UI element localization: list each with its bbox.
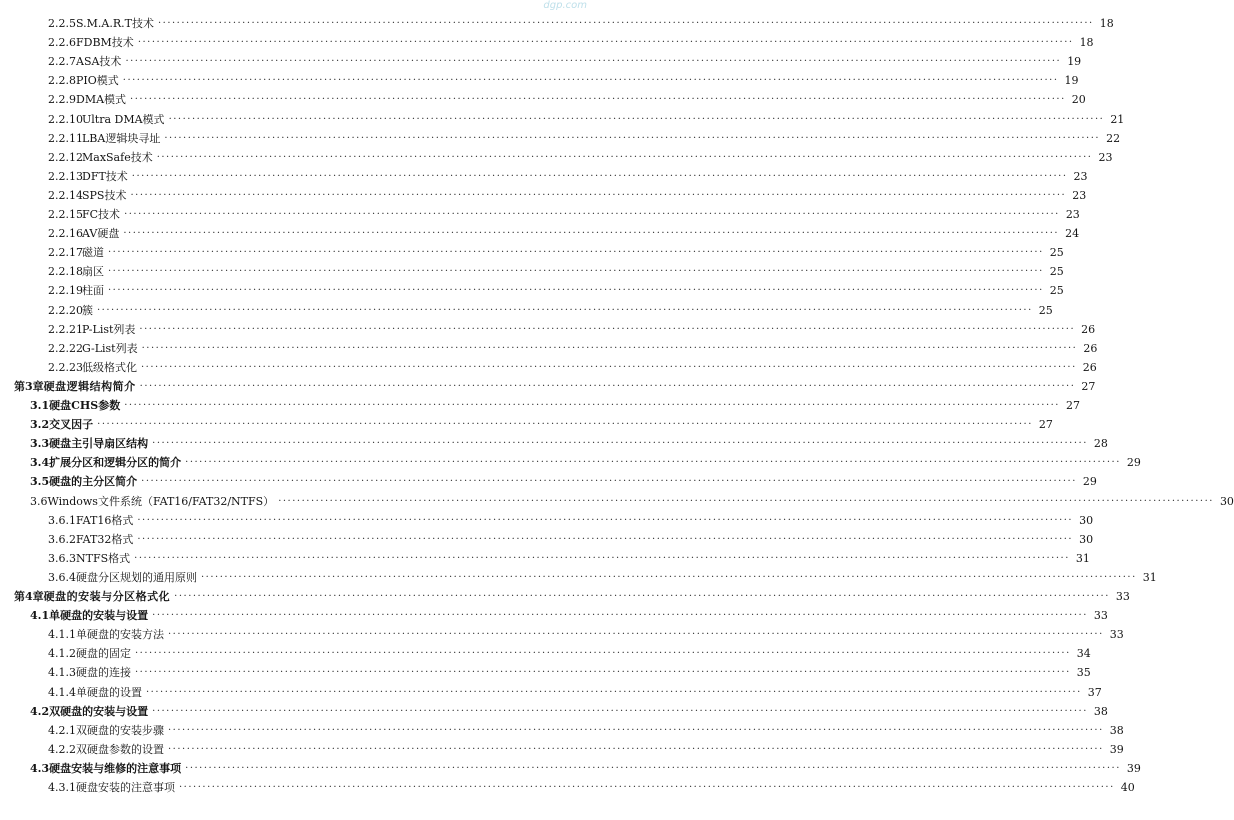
leader-dots: ········································································································································································································ (141, 361, 1077, 373)
page-number: 23 (1072, 188, 1087, 202)
subsection-entry (48, 205, 1080, 224)
entry-number: 2.2.18 (48, 265, 83, 279)
section-entry (30, 702, 1108, 721)
entry-number: 4.3.1 (48, 781, 76, 794)
entry-title: MaxSafe技术 (82, 150, 153, 164)
leader-dots: ········································································································································································································ (130, 94, 1066, 106)
leader-dots: ········································································································································································································ (137, 514, 1074, 526)
subsection-entry (48, 358, 1097, 377)
leader-dots: ········································································································································································································ (108, 285, 1044, 297)
entry-title: Ultra DMA模式 (82, 112, 165, 126)
leader-dots: ········································································································································································································ (157, 18, 1094, 29)
entry-title: LBA逻辑块寻址 (82, 131, 161, 145)
subsection-entry (48, 186, 1087, 205)
entry-number: 4.2.2 (48, 742, 76, 756)
entry-number: 2.2.20 (48, 303, 83, 317)
leader-dots: ········································································································································································································ (122, 75, 1059, 87)
subsection-entry (48, 262, 1064, 281)
page-number: 33 (1115, 590, 1130, 603)
subsection-entry (48, 339, 1098, 358)
entry-number: 2.2.8 (48, 74, 76, 88)
page-number: 38 (1093, 704, 1108, 718)
entry-title: FAT32格式 (76, 532, 134, 546)
entry-title: 硬盘逻辑结构简介 (43, 379, 136, 393)
entry-title: AV硬盘 (82, 227, 120, 241)
leader-dots: ········································································································································································································ (168, 629, 1104, 641)
page-number: 33 (1109, 628, 1124, 642)
page-number: 34 (1076, 647, 1091, 661)
entry-number: 2.2.21 (48, 322, 83, 336)
subsection-entry (48, 243, 1064, 262)
section-entry (30, 396, 1080, 415)
entry-title: PIO模式 (76, 74, 119, 88)
leader-dots: ········································································································································································································ (174, 591, 1110, 602)
entry-number: 2.2.9 (48, 93, 76, 107)
entry-number: 3.6.2 (48, 532, 76, 546)
entry-title: FC技术 (82, 208, 121, 221)
entry-number: 3.3 (30, 437, 50, 451)
page-number: 31 (1075, 551, 1090, 565)
section-entry (30, 759, 1141, 778)
page-number: 25 (1049, 284, 1064, 298)
subsection-entry (48, 301, 1053, 320)
entry-number: 2.2.7 (48, 55, 76, 69)
page-number: 24 (1065, 227, 1080, 241)
entry-title: 硬盘的连接 (76, 666, 131, 680)
page-number: 29 (1082, 475, 1097, 489)
page-number: 20 (1071, 93, 1086, 107)
entry-title: 单硬盘的安装方法 (76, 628, 164, 642)
page-number: 26 (1083, 341, 1098, 355)
entry-number: 3.6 (30, 494, 48, 508)
entry-number: 4.3 (30, 761, 50, 775)
subsection-entry (48, 683, 1102, 702)
page-number: 26 (1082, 360, 1097, 374)
subsection-entry (48, 52, 1082, 71)
subsection-entry (48, 625, 1124, 644)
subsection-entry (48, 224, 1080, 243)
subsection-entry (48, 740, 1124, 759)
entry-number: 2.2.14 (48, 188, 83, 202)
entry-number: 4.1.3 (48, 666, 76, 680)
entry-number: 2.2.17 (48, 246, 83, 260)
subsection-entry (48, 568, 1157, 587)
entry-title: 硬盘主引导扇区结构 (49, 437, 149, 451)
entry-title: 硬盘安装的注意事项 (76, 781, 175, 794)
entry-title: S.M.A.R.T技术 (76, 17, 154, 30)
leader-dots: ········································································································································································································ (141, 476, 1077, 488)
page-number: 33 (1093, 609, 1108, 623)
leader-dots: ········································································································································································································ (139, 380, 1076, 392)
page-number: 29 (1126, 456, 1141, 470)
leader-dots: ········································································································································································································ (130, 189, 1067, 201)
entry-title: P-List列表 (82, 322, 136, 336)
entry-title: 双硬盘的安装步骤 (76, 723, 164, 737)
entry-title: SPS技术 (82, 188, 127, 202)
chapter-entry (14, 377, 1096, 396)
leader-dots: ········································································································································································································ (135, 648, 1071, 660)
page-number: 30 (1079, 513, 1094, 527)
entry-number: 2.2.16 (48, 227, 83, 241)
entry-number: 3.6.1 (48, 513, 76, 527)
leader-dots: ········································································································································································································ (146, 686, 1082, 698)
leader-dots: ········································································································································································································ (125, 56, 1062, 68)
entry-title: 硬盘的安装与分区格式化 (43, 590, 171, 603)
entry-number: 4.1.4 (48, 685, 76, 699)
entry-number: 3.2 (30, 418, 50, 432)
entry-title: 硬盘安装与维修的注意事项 (49, 761, 182, 775)
leader-dots: ········································································································································································································ (185, 762, 1121, 774)
leader-dots: ········································································································································································································ (97, 304, 1033, 316)
page-number: 19 (1067, 55, 1082, 69)
page-number: 27 (1065, 399, 1080, 412)
subsection-entry (48, 90, 1086, 109)
entry-number: 2.2.15 (48, 208, 83, 221)
leader-dots: ········································································································································································································ (152, 705, 1088, 717)
subsection-entry (48, 110, 1125, 129)
leader-dots: ········································································································································································································ (108, 247, 1044, 259)
page-number: 39 (1126, 761, 1141, 775)
entry-number: 2.2.6 (48, 36, 76, 50)
leader-dots: ········································································································································································································ (152, 438, 1088, 450)
page-number: 27 (1081, 379, 1096, 393)
page-number: 19 (1064, 74, 1079, 88)
entry-title: 低级格式化 (82, 360, 137, 374)
leader-dots: ········································································································································································································ (201, 571, 1137, 583)
subsection-entry (48, 167, 1088, 186)
subsection-entry (48, 71, 1079, 90)
subsection-entry (48, 14, 1114, 33)
leader-dots: ········································································································································································································ (137, 37, 1074, 49)
entry-number: 第4章 (14, 590, 44, 603)
subsection-entry (48, 148, 1113, 167)
subsection-entry (48, 511, 1094, 530)
page-number: 30 (1079, 532, 1094, 546)
subsection-entry (48, 33, 1094, 52)
page-number: 38 (1109, 723, 1124, 737)
entry-number: 4.2 (30, 704, 50, 718)
page-number: 18 (1079, 36, 1094, 50)
subsection-entry (48, 644, 1091, 663)
entry-number: 2.2.13 (48, 169, 83, 183)
page-number: 18 (1099, 17, 1114, 30)
leader-dots: ········································································································································································································ (123, 228, 1060, 240)
page-number: 31 (1142, 570, 1157, 584)
entry-number: 3.6.4 (48, 570, 76, 584)
leader-dots: ········································································································································································································ (156, 151, 1093, 163)
entry-number: 3.1 (30, 399, 50, 412)
entry-number: 2.2.19 (48, 284, 83, 298)
entry-title: DMA模式 (76, 93, 127, 107)
entry-title: 簇 (82, 303, 93, 317)
leader-dots: ········································································································································································································ (124, 209, 1060, 220)
leader-dots: ········································································································································································································ (108, 266, 1044, 278)
entry-number: 2.2.12 (48, 150, 83, 164)
entry-title: 硬盘分区规划的通用原则 (76, 570, 197, 584)
entry-title: 双硬盘参数的设置 (76, 742, 164, 756)
leader-dots: ········································································································································································································ (179, 782, 1115, 793)
entry-number: 4.1.1 (48, 628, 76, 642)
page-number: 37 (1087, 685, 1102, 699)
page-number: 21 (1110, 112, 1125, 126)
entry-title: 柱面 (82, 284, 104, 298)
entry-title: 硬盘的主分区简介 (49, 475, 138, 489)
entry-number: 4.1 (30, 609, 50, 623)
page-number: 25 (1049, 246, 1064, 260)
leader-dots: ········································································································································································································ (131, 170, 1068, 182)
entry-number: 2.2.23 (48, 360, 83, 374)
leader-dots: ········································································································································································································ (124, 400, 1060, 411)
section-entry (30, 606, 1108, 625)
subsection-entry (48, 663, 1091, 682)
section-entry (30, 415, 1053, 434)
page-number: 27 (1038, 418, 1053, 432)
chapter-entry (14, 587, 1130, 606)
entry-title: 交叉因子 (49, 418, 94, 432)
page-number: 28 (1093, 437, 1108, 451)
entry-title: 硬盘CHS参数 (49, 399, 121, 412)
page-number: 40 (1120, 781, 1135, 794)
leader-dots: ········································································································································································································ (168, 743, 1104, 755)
leader-dots: ········································································································································································································ (134, 552, 1070, 564)
subsection-entry (48, 320, 1096, 339)
entry-title: 磁道 (82, 246, 104, 260)
entry-number: 4.1.2 (48, 647, 76, 661)
page-number: 23 (1073, 169, 1088, 183)
watermark: dgp.com (543, 0, 587, 11)
section-entry (30, 434, 1108, 453)
entry-title: FDBM技术 (76, 36, 134, 50)
entry-title: 扇区 (82, 265, 104, 279)
leader-dots: ········································································································································································································ (168, 724, 1104, 736)
entry-title: DFT技术 (82, 169, 128, 183)
section-entry (30, 472, 1097, 491)
entry-title: 扩展分区和逻辑分区的简介 (49, 456, 182, 470)
page-number: 22 (1106, 131, 1121, 145)
page-number: 30 (1219, 494, 1234, 508)
entry-number: 2.2.10 (48, 112, 83, 126)
leader-dots: ········································································································································································································ (137, 533, 1074, 545)
leader-dots: ········································································································································································································ (135, 667, 1071, 679)
entry-number: 2.2.11 (48, 131, 83, 145)
entry-number: 3.4 (30, 456, 50, 470)
entry-title: ASA技术 (76, 55, 122, 69)
leader-dots: ········································································································································································································ (152, 610, 1088, 622)
page-number: 25 (1038, 303, 1053, 317)
section-entry (30, 453, 1141, 472)
leader-dots: ········································································································································································································ (141, 342, 1078, 354)
subsection-entry (48, 129, 1121, 148)
leader-dots: ········································································································································································································ (278, 495, 1214, 507)
entry-title: 双硬盘的安装与设置 (49, 704, 149, 718)
entry-number: 3.5 (30, 475, 50, 489)
subsection-entry (48, 778, 1135, 797)
entry-title: 单硬盘的设置 (76, 685, 142, 699)
page-number: 35 (1076, 666, 1091, 680)
leader-dots: ········································································································································································································ (168, 113, 1105, 125)
subsection-entry (48, 530, 1094, 549)
entry-number: 3.6.3 (48, 551, 76, 565)
subsection-entry (48, 281, 1064, 300)
subsection-entry (48, 549, 1090, 568)
page-number: 23 (1098, 150, 1113, 164)
entry-title: NTFS格式 (76, 551, 131, 565)
subsection-entry (48, 721, 1124, 740)
leader-dots: ········································································································································································································ (164, 132, 1101, 144)
entry-title: Windows文件系统（FAT16/FAT32/NTFS） (47, 494, 275, 508)
entry-title: G-List列表 (82, 341, 138, 355)
section-entry (30, 492, 1234, 511)
entry-number: 2.2.5 (48, 17, 76, 30)
entry-title: 硬盘的固定 (76, 647, 131, 661)
entry-title: 单硬盘的安装与设置 (49, 609, 149, 623)
page-number: 26 (1081, 322, 1096, 336)
entry-number: 第3章 (14, 379, 44, 393)
entry-title: FAT16格式 (76, 513, 134, 527)
entry-number: 4.2.1 (48, 723, 76, 737)
page-number: 25 (1049, 265, 1064, 279)
leader-dots: ········································································································································································································ (185, 457, 1121, 469)
leader-dots: ········································································································································································································ (139, 323, 1076, 335)
leader-dots: ········································································································································································································ (97, 419, 1033, 431)
page-number: 23 (1065, 208, 1080, 221)
entry-number: 2.2.22 (48, 341, 83, 355)
page-number: 39 (1109, 742, 1124, 756)
